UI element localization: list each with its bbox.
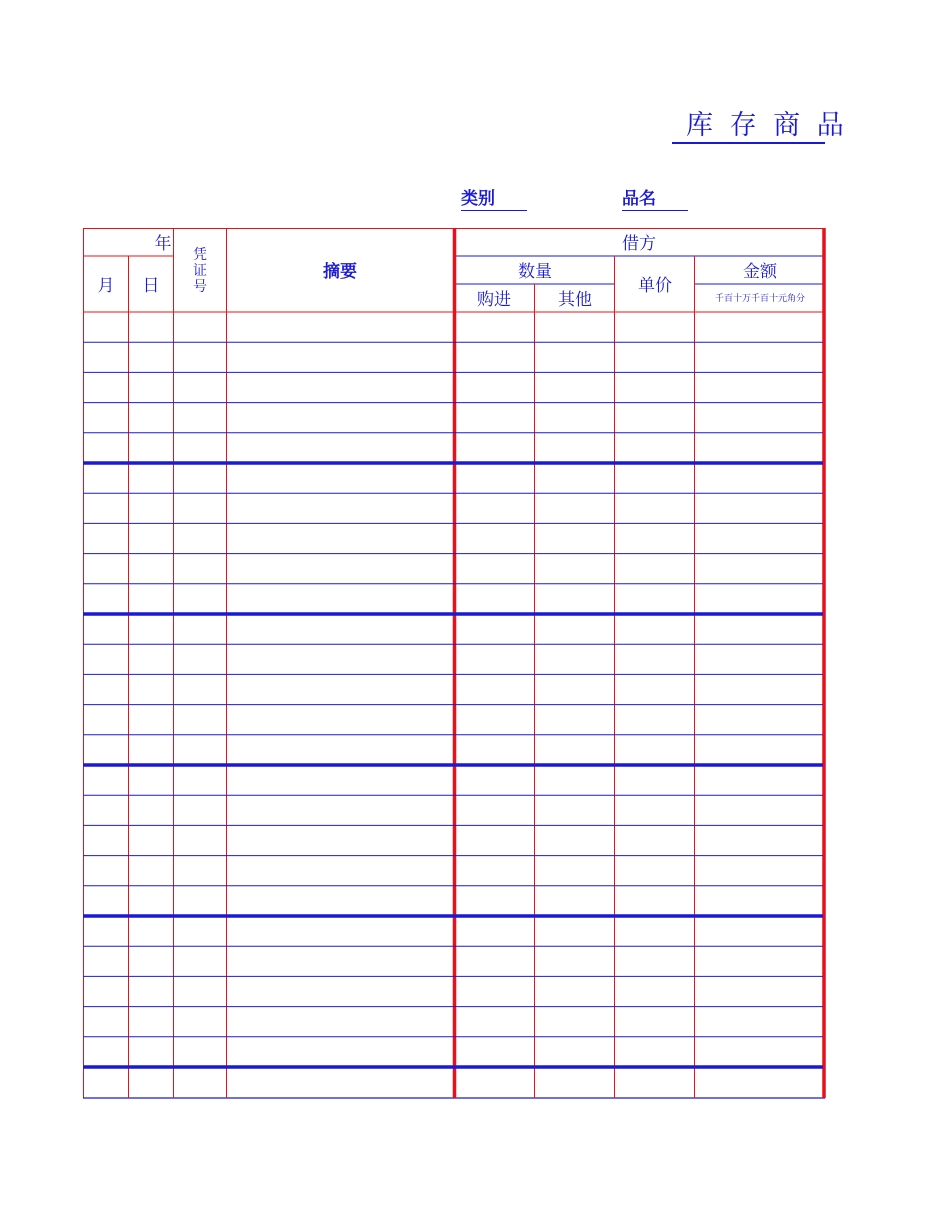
header-year: 年: [154, 234, 172, 254]
header-amount: 金额: [743, 262, 777, 282]
header-quantity: 数量: [518, 262, 552, 282]
header-voucher-2: 证: [193, 263, 207, 279]
header-purchase: 购进: [477, 290, 511, 310]
category-field[interactable]: [461, 188, 527, 211]
ledger-title: 库 存 商 品: [672, 110, 825, 144]
category-label: 类别: [461, 189, 495, 208]
ledger-grid: [83, 228, 828, 1100]
header-unit-price: 单价: [638, 276, 672, 296]
header-voucher-1: 凭: [193, 247, 207, 263]
header-month: 月: [97, 276, 115, 296]
header-amount-digits: 千百十万千百十元角分: [714, 294, 806, 304]
product-name-label: 品名: [622, 189, 656, 208]
header-summary: 摘要: [323, 262, 357, 282]
product-name-field[interactable]: [622, 188, 688, 211]
header-voucher-3: 号: [193, 279, 207, 295]
header-day: 日: [142, 276, 160, 296]
ledger-table: [83, 228, 828, 1104]
header-debit: 借方: [622, 234, 656, 254]
header-other: 其他: [558, 290, 592, 310]
